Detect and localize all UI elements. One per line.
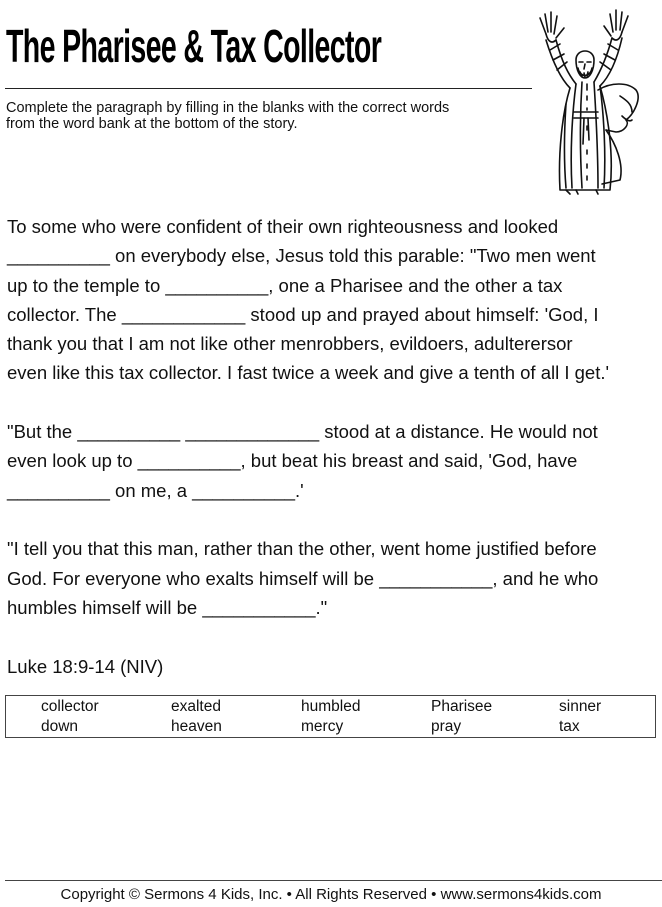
story-line: even like this tax collector. I fast twice a week and give a tenth of all I get.' xyxy=(7,362,610,384)
word-bank-word: pray xyxy=(431,718,462,735)
story-line: humbles himself will be ___________." xyxy=(7,596,328,618)
story-line: __________ on everybody else, Jesus told this parable: "Two men went xyxy=(7,245,596,267)
word-bank xyxy=(5,695,656,738)
story-line: collector. The ____________ stood up and prayed about himself: 'God, I xyxy=(7,303,599,325)
story-line: "But the __________ _____________ stood at a distance. He would not xyxy=(7,421,598,443)
instructions xyxy=(6,100,526,132)
word-bank-row xyxy=(6,717,655,737)
story-paragraph-3 xyxy=(7,534,657,622)
story-text xyxy=(7,212,657,651)
story-line: __________ on me, a __________.' xyxy=(7,479,304,501)
story-paragraph-1 xyxy=(7,212,657,388)
word-bank-word: Pharisee xyxy=(431,698,493,715)
story-line: up to the temple to __________, one a Pharisee and the other a tax xyxy=(7,274,563,296)
copyright-footer: Copyright © Sermons 4 Kids, Inc. • All Rights Reserved • www.sermons4kids.com xyxy=(60,886,602,903)
word-bank-word: humbled xyxy=(301,698,361,715)
story-line: even look up to __________, but beat his breast and said, 'God, have xyxy=(7,450,578,472)
word-bank-word: down xyxy=(41,718,79,735)
instructions-line: Complete the paragraph by filling in the blanks with the correct words xyxy=(6,100,450,116)
page-title: The Pharisee & Tax Collector xyxy=(6,20,382,72)
scripture-reference: Luke 18:9-14 (NIV) xyxy=(7,656,164,677)
word-bank-word: tax xyxy=(559,718,580,735)
title-divider xyxy=(5,88,532,89)
word-bank-word: mercy xyxy=(301,718,344,735)
word-bank-word: heaven xyxy=(171,718,222,735)
instructions-line: from the word bank at the bottom of the story. xyxy=(6,116,298,132)
praying-pharisee-illustration-icon xyxy=(536,4,646,196)
story-paragraph-2 xyxy=(7,417,657,505)
word-bank-word: collector xyxy=(41,698,99,715)
footer-divider xyxy=(5,880,662,881)
word-bank-word: exalted xyxy=(171,698,221,715)
story-line: thank you that I am not like other menrobbers, evildoers, adulterersor xyxy=(7,333,573,355)
word-bank-row xyxy=(6,697,655,717)
story-line: God. For everyone who exalts himself will be ___________, and he who xyxy=(7,567,599,589)
word-bank-word: sinner xyxy=(559,698,602,715)
story-line: To some who were confident of their own righteousness and looked xyxy=(7,216,559,237)
story-line: "I tell you that this man, rather than the other, went home justified before xyxy=(7,538,597,560)
